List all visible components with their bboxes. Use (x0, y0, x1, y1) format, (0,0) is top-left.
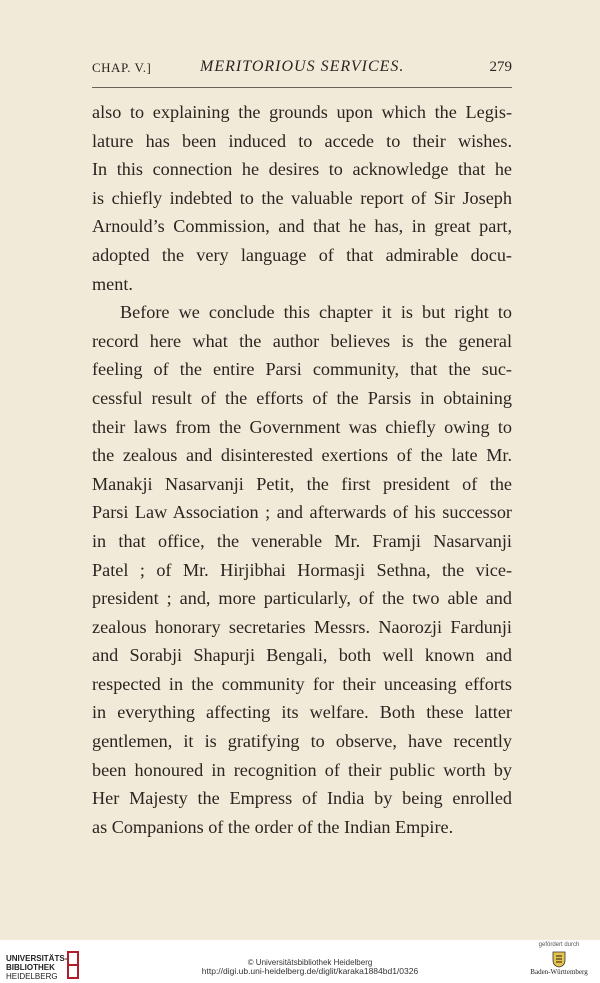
body-text (92, 98, 512, 841)
text-line: in everything affecting its welfare. Both these latter (92, 702, 512, 723)
text-line: ment. (92, 273, 133, 294)
text-line: lature has been induced to accede to their wishes. (92, 130, 512, 151)
copyright-text: © Universitätsbibliothek Heidelberg (247, 958, 373, 967)
text-line: in that office, the venerable Mr. Framji Nasarvanji (92, 530, 512, 551)
header-rule (92, 87, 512, 88)
text-line: Manakji Nasarvanji Petit, the first president of the (92, 473, 512, 494)
text-line: as Companions of the order of the Indian Empire. (92, 816, 454, 837)
text-line: is chiefly indebted to the valuable report of Sir Joseph (92, 187, 512, 208)
text-line: feeling of the entire Parsi community, that the suc- (92, 359, 512, 380)
text-line: president ; and, more particularly, of the two able and (92, 588, 512, 609)
source-url-link[interactable]: http://digi.ub.uni-heidelberg.de/diglit/karaka1884bd1/0326 (201, 966, 419, 976)
text-line: record here what the author believes is the general (92, 330, 512, 351)
crest-icon (551, 950, 567, 968)
text-line: and Sorabji Shapurji Bengali, both well known and (92, 645, 512, 666)
library-mark-icon (64, 950, 82, 980)
library-name-line2: BIBLIOTHEK (6, 963, 55, 972)
text-line: respected in the community for their unceasing efforts (92, 673, 512, 694)
text-line: gentlemen, it is gratifying to observe, have recently (92, 731, 512, 752)
running-header (92, 58, 512, 80)
chapter-label: CHAP. V.] (92, 60, 152, 75)
copyright-block (180, 958, 440, 976)
page-number: 279 (489, 59, 512, 75)
text-line: also to explaining the grounds upon which the Legis- (92, 102, 512, 122)
text-line: Her Majesty the Empress of India by being enrolled (92, 788, 512, 809)
library-logo[interactable] (6, 944, 86, 980)
text-line: Before we conclude this chapter it is but right to (120, 302, 512, 323)
digitization-footer (0, 940, 600, 983)
paragraph-1 (92, 98, 512, 298)
funder-logo (524, 942, 594, 982)
running-title: MERITORIOUS SERVICES. (200, 58, 405, 75)
text-line: their laws from the Government was chiefly owing to (92, 416, 512, 437)
text-line: been honoured in recognition of their public worth by (92, 759, 512, 780)
text-line: cessful result of the efforts of the Parsis in obtaining (92, 387, 512, 408)
text-line: Parsi Law Association ; and afterwards of his successor (92, 502, 512, 523)
text-line: adopted the very language of that admirable docu- (92, 244, 512, 265)
library-name-line1: UNIVERSITÄTS- (6, 954, 68, 963)
text-line: Arnould’s Commission, and that he has, in great part, (92, 216, 512, 237)
text-line: zealous honorary secretaries Messrs. Naorozji Fardunji (92, 616, 512, 637)
library-name-line3: HEIDELBERG (6, 972, 58, 981)
paragraph-2 (92, 298, 512, 841)
funded-by-label: gefördert durch (538, 942, 580, 948)
text-line: In this connection he desires to acknowledge that he (92, 159, 512, 180)
text-line: Patel ; of Mr. Hirjibhai Hormasji Sethna, the vice- (92, 559, 512, 580)
funder-name: Baden-Württemberg (530, 968, 588, 976)
text-line: the zealous and disinterested exertions of the late Mr. (92, 445, 512, 466)
